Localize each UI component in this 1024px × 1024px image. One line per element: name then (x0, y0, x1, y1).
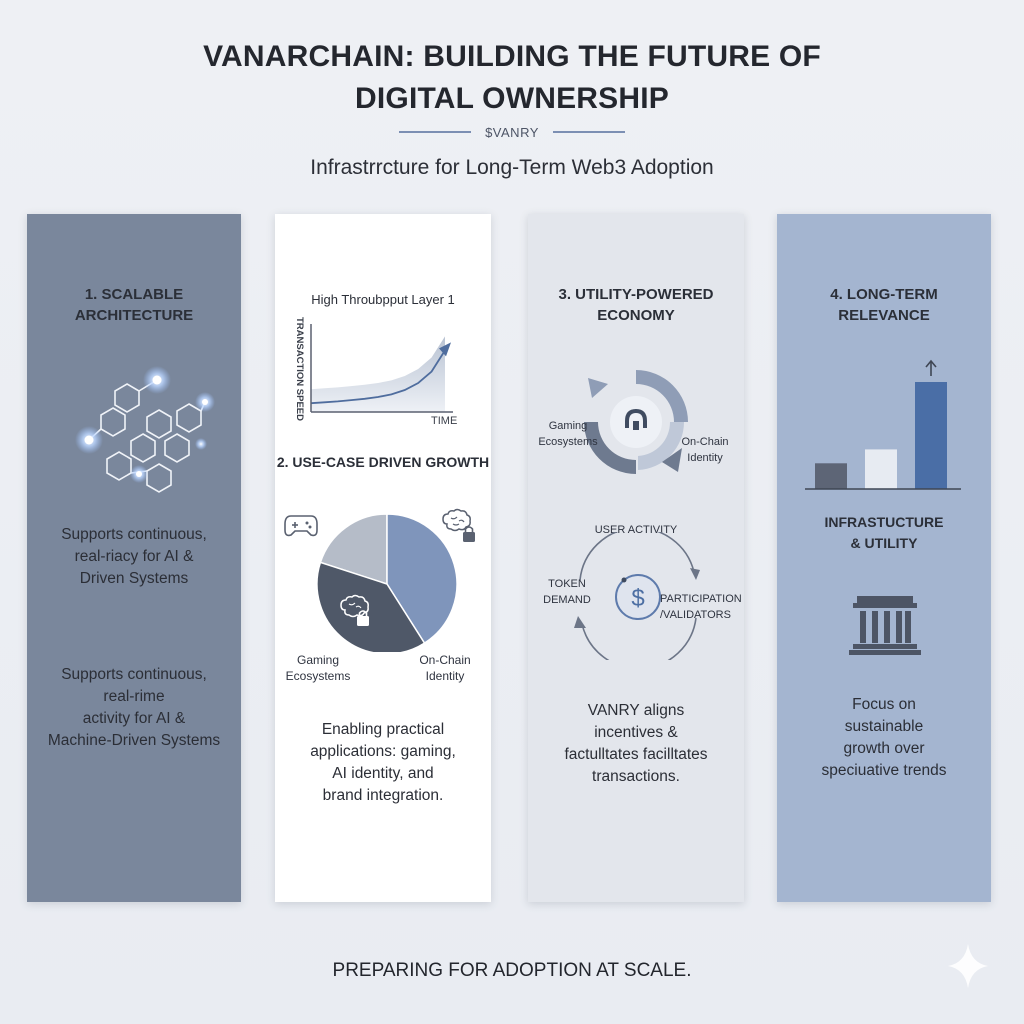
arrow-up-icon (926, 361, 936, 376)
label-line: /VALIDATORS (660, 609, 731, 621)
token-demand-label (530, 576, 604, 608)
label-line: Identity (425, 669, 465, 683)
institution-building-icon (849, 594, 921, 656)
bar-1 (815, 463, 847, 489)
bar-2 (865, 449, 897, 489)
text-line: VANRY aligns (587, 702, 685, 719)
text-line: sustainable (844, 718, 924, 735)
label-line: Identity (687, 452, 723, 464)
text-line: Enabling practical (321, 721, 445, 738)
page-title (0, 36, 1024, 120)
relevance-heading (777, 284, 991, 326)
heading-line-2: ARCHITECTURE (74, 307, 194, 324)
infrastructure-heading (777, 512, 991, 554)
sparkle-icon (948, 944, 988, 988)
text-line: Machine-Driven Systems (47, 732, 221, 749)
text-line: growth over (843, 740, 925, 757)
text-line: incentives & (594, 724, 678, 741)
heading-line-1: 1. SCALABLE (84, 286, 184, 303)
label-line: On-Chain (419, 653, 471, 667)
heading-line-2: ECONOMY (597, 307, 675, 324)
use-case-pie-chart (311, 512, 461, 652)
throughput-x-label: TIME (431, 415, 458, 427)
text-line: transactions. (592, 768, 680, 785)
text-line: Focus on (852, 696, 916, 713)
growth-bar-chart (805, 354, 965, 494)
use-case-heading: 2. USE-CASE DRIVEN GROWTH (276, 454, 490, 470)
participation-label (660, 591, 744, 623)
subtitle: Infrastrrcture for Long-Term Web3 Adoption (310, 156, 714, 179)
utility-heading (528, 284, 744, 326)
text-line: real-riacy for AI & (74, 548, 194, 565)
heading-line-1: INFRASTUCTURE (824, 514, 944, 530)
footer-tagline: PREPARING FOR ADOPTION AT SCALE. (332, 960, 692, 981)
throughput-y-label: TRANSACTION SPEED (294, 317, 305, 421)
label-line: On-Chain (681, 436, 729, 448)
ticker-rule-left (399, 131, 471, 133)
ticker: $VANRY (485, 124, 539, 140)
label-line: TOKEN (548, 578, 586, 590)
ticker-row (0, 122, 1024, 142)
column-long-term-relevance (777, 214, 991, 902)
label-line: Ecosystems (285, 669, 351, 683)
heading-line-2: RELEVANCE (838, 307, 930, 324)
relevance-text (777, 694, 991, 782)
heading-line-1: 3. UTILITY-POWERED (558, 286, 714, 303)
text-line: real-rime (103, 688, 165, 705)
text-line: AI identity, and (332, 765, 434, 782)
gaming-ecosystems-label (530, 418, 606, 450)
throughput-area (311, 336, 445, 412)
throughput-line-chart (305, 322, 455, 417)
on-chain-identity-label (668, 434, 742, 466)
label-line: Ecosystems (538, 436, 598, 448)
title-line-2: DIGITAL OWNERSHIP (355, 82, 669, 115)
user-activity-label: USER ACTIVITY (594, 524, 678, 536)
throughput-chart-title: High Throubpput Layer 1 (311, 292, 455, 307)
heading-line-2: & UTILITY (850, 535, 918, 551)
text-line: Supports continuous, (61, 666, 207, 683)
scalable-text-1 (27, 524, 241, 590)
ticker-rule-right (553, 131, 625, 133)
dollar-icon: $ (631, 585, 645, 612)
text-line: Supports continuous, (61, 526, 207, 543)
text-line: factulltates facilltates (564, 746, 708, 763)
utility-text (528, 700, 744, 788)
header (0, 36, 1024, 180)
use-case-text (275, 719, 491, 807)
text-line: Driven Systems (79, 570, 189, 587)
label-line: Gaming (548, 420, 588, 432)
column-scalable-architecture (27, 214, 241, 902)
text-line: activity for AI & (82, 710, 186, 727)
column-heading (27, 284, 241, 326)
heading-line-1: 4. LONG-TERM (830, 286, 938, 303)
label-line: Gaming (296, 653, 340, 667)
text-line: applications: gaming, (310, 743, 456, 760)
hexagon-network-icon (67, 364, 217, 504)
column-use-case-growth (275, 214, 491, 902)
gaming-ecosystems-label (275, 652, 361, 684)
bar-3 (915, 382, 947, 489)
scalable-text-2 (27, 664, 241, 752)
text-line: brand integration. (322, 787, 444, 804)
label-line: DEMAND (543, 594, 591, 606)
on-chain-identity-label (403, 652, 487, 684)
column-utility-economy (528, 214, 744, 902)
label-line: PARTICIPATION (660, 593, 742, 605)
title-line-1: VANARCHAIN: BUILDING THE FUTURE OF (203, 40, 821, 73)
text-line: speciuative trends (821, 762, 947, 779)
